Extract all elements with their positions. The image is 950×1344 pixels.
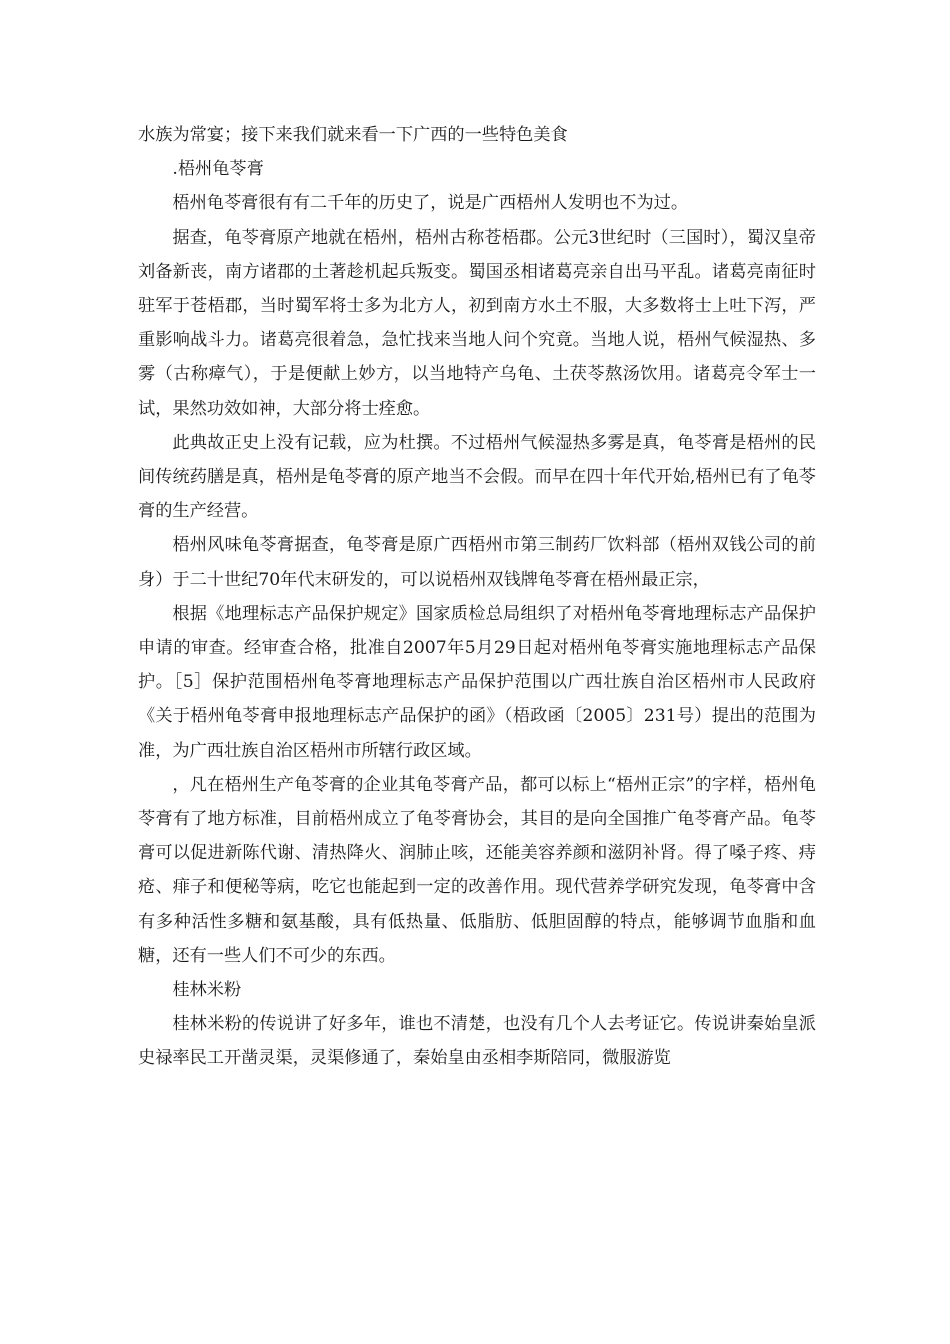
paragraph: 此典故正史上没有记载，应为杜撰。不过梧州气候湿热多雾是真，龟苓膏是梧州的民间传统药膳是真，梧州是龟苓膏的原产地当不会假。而早在四十年代开始,梧州已有了龟苓膏的生产经营。: [138, 432, 816, 522]
document-body: [138, 118, 816, 1076]
paragraph: 梧州龟苓膏很有有二千年的历史了，说是广西梧州人发明也不为过。: [172, 193, 689, 214]
paragraph: 据查，龟苓膏原产地就在梧州，梧州古称苍梧郡。公元3世纪时（三国时），蜀汉皇帝刘备新丧，南方诸郡的土著趁机起兵叛变。蜀国丞相诸葛亮亲自出马平乱。诸葛亮南征时驻军于苍梧郡，当时蜀军将士多为北方人，初到南方水土不服，大多数将士上吐下泻，严重影响战斗力。诸葛亮很着急，急忙找来当地人问个究竟。当地人说，梧州气候湿热、多雾（古称瘴气），于是便献上妙方，以当地特产乌龟、土茯苓熬汤饮用。诸葛亮令军士一试，果然功效如神，大部分将士痊愈。: [138, 227, 816, 419]
section-heading-guilin-rice-noodles: 桂林米粉: [172, 980, 242, 1001]
paragraph: 桂林米粉的传说讲了好多年，谁也不清楚，也没有几个人去考证它。传说讲秦始皇派史禄率民工开凿灵渠，灵渠修通了，秦始皇由丞相李斯陪同，微服游览: [138, 1014, 816, 1069]
paragraph: 根据《地理标志产品保护规定》国家质检总局组织了对梧州龟苓膏地理标志产品保护申请的审查。经审查合格，批准自2007年5月29日起对梧州龟苓膏实施地理标志产品保护。［5］保护范围梧州龟苓膏地理标志产品保护范围以广西壮族自治区梧州市人民政府《关于梧州龟苓膏申报地理标志产品保护的函》（梧政函〔2005〕231号）提出的范围为准，为广西壮族自治区梧州市所辖行政区域。: [138, 603, 816, 761]
section-heading-wuzhou-turtle-jelly: .梧州龟苓膏: [172, 159, 264, 180]
paragraph: 梧州风味龟苓膏据查，龟苓膏是原广西梧州市第三制药厂饮料部（梧州双钱公司的前身）于二十世纪70年代末研发的，可以说梧州双钱牌龟苓膏在梧州最正宗，: [138, 535, 816, 590]
paragraph-intro-continuation: 水族为常宴；接下来我们就来看一下广西的一些特色美食: [138, 125, 568, 145]
paragraph: ，凡在梧州生产龟苓膏的企业其龟苓膏产品，都可以标上“梧州正宗”的字样，梧州龟苓膏有了地方标准，目前梧州成立了龟苓膏协会，其目的是向全国推广龟苓膏产品。龟苓膏可以促进新陈代谢、清热降火、润肺止咳，还能美容养颜和滋阴补肾。得了嗓子疼、痔疮、痱子和便秘等病，吃它也能起到一定的改善作用。现代营养学研究发现，龟苓膏中含有多种活性多糖和氨基酸，具有低热量、低脂肪、低胆固醇的特点，能够调节血脂和血糖，还有一些人们不可少的东西。: [138, 774, 816, 966]
